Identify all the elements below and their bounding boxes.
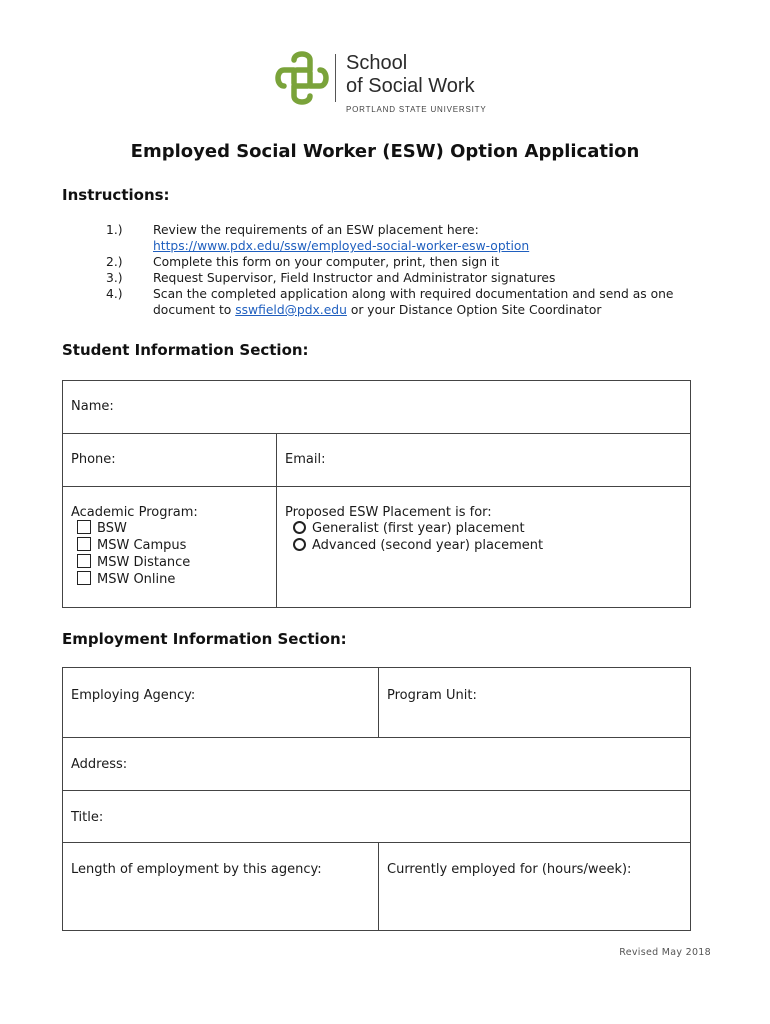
placement-option-advanced[interactable]: Advanced (second year) placement (285, 537, 682, 554)
student-section-heading: Student Information Section: (62, 341, 309, 359)
list-item: 4.) Scan the completed application along with required documentation and send as one document to sswfield@pdx.edu or your Distance Option Site Coordinator (106, 287, 674, 317)
instructions-list (106, 222, 713, 318)
checkbox[interactable] (77, 537, 91, 551)
form-title: Employed Social Worker (ESW) Option Application (130, 141, 640, 162)
placement-cell: Proposed ESW Placement is for: Generalist (first year) placement Advanced (second year) placement (277, 487, 691, 608)
instructions-heading: Instructions: (62, 186, 170, 204)
employing-agency-field[interactable]: Employing Agency: (63, 668, 379, 738)
revision-date: Revised May 2018 (619, 947, 711, 958)
program-option-msw-campus[interactable]: MSW Campus (71, 537, 268, 554)
list-item: 2.) Complete this form on your computer, print, then sign it (106, 255, 500, 269)
university-name: PORTLAND STATE UNIVERSITY (346, 105, 487, 114)
checkbox[interactable] (77, 571, 91, 585)
radio[interactable] (293, 538, 306, 551)
psu-logo-icon (274, 50, 330, 106)
checkbox[interactable] (77, 554, 91, 568)
placement-option-generalist[interactable]: Generalist (first year) placement (285, 520, 682, 537)
program-option-bsw[interactable]: BSW (71, 520, 268, 537)
phone-field[interactable]: Phone: (63, 434, 277, 487)
list-item: 1.) Review the requirements of an ESW placement here: https://www.pdx.edu/ssw/employed-social-worker-esw-option (106, 223, 530, 253)
school-name: School of Social Work (346, 52, 475, 97)
logo-divider (335, 54, 336, 102)
email-link[interactable]: sswfield@pdx.edu (235, 303, 347, 317)
program-unit-field[interactable]: Program Unit: (379, 668, 691, 738)
list-item: 3.) Request Supervisor, Field Instructor and Administrator signatures (106, 271, 556, 285)
employment-info-table (62, 667, 691, 931)
student-info-table (62, 380, 691, 608)
hours-per-week-field[interactable]: Currently employed for (hours/week): (379, 843, 691, 931)
esw-requirements-link[interactable]: https://www.pdx.edu/ssw/employed-social-worker-esw-option (153, 239, 530, 253)
checkbox[interactable] (77, 520, 91, 534)
employment-section-heading: Employment Information Section: (62, 630, 347, 648)
program-option-msw-online[interactable]: MSW Online (71, 571, 268, 588)
employment-length-field[interactable]: Length of employment by this agency: (63, 843, 379, 931)
program-option-msw-distance[interactable]: MSW Distance (71, 554, 268, 571)
academic-program-cell: Academic Program: BSW MSW Campus MSW Distance MSW Online (63, 487, 277, 608)
ssw-logo (274, 50, 494, 120)
email-field[interactable]: Email: (277, 434, 691, 487)
address-field[interactable]: Address: (63, 738, 691, 791)
title-field[interactable]: Title: (63, 791, 691, 843)
name-field[interactable]: Name: (63, 381, 691, 434)
radio[interactable] (293, 521, 306, 534)
